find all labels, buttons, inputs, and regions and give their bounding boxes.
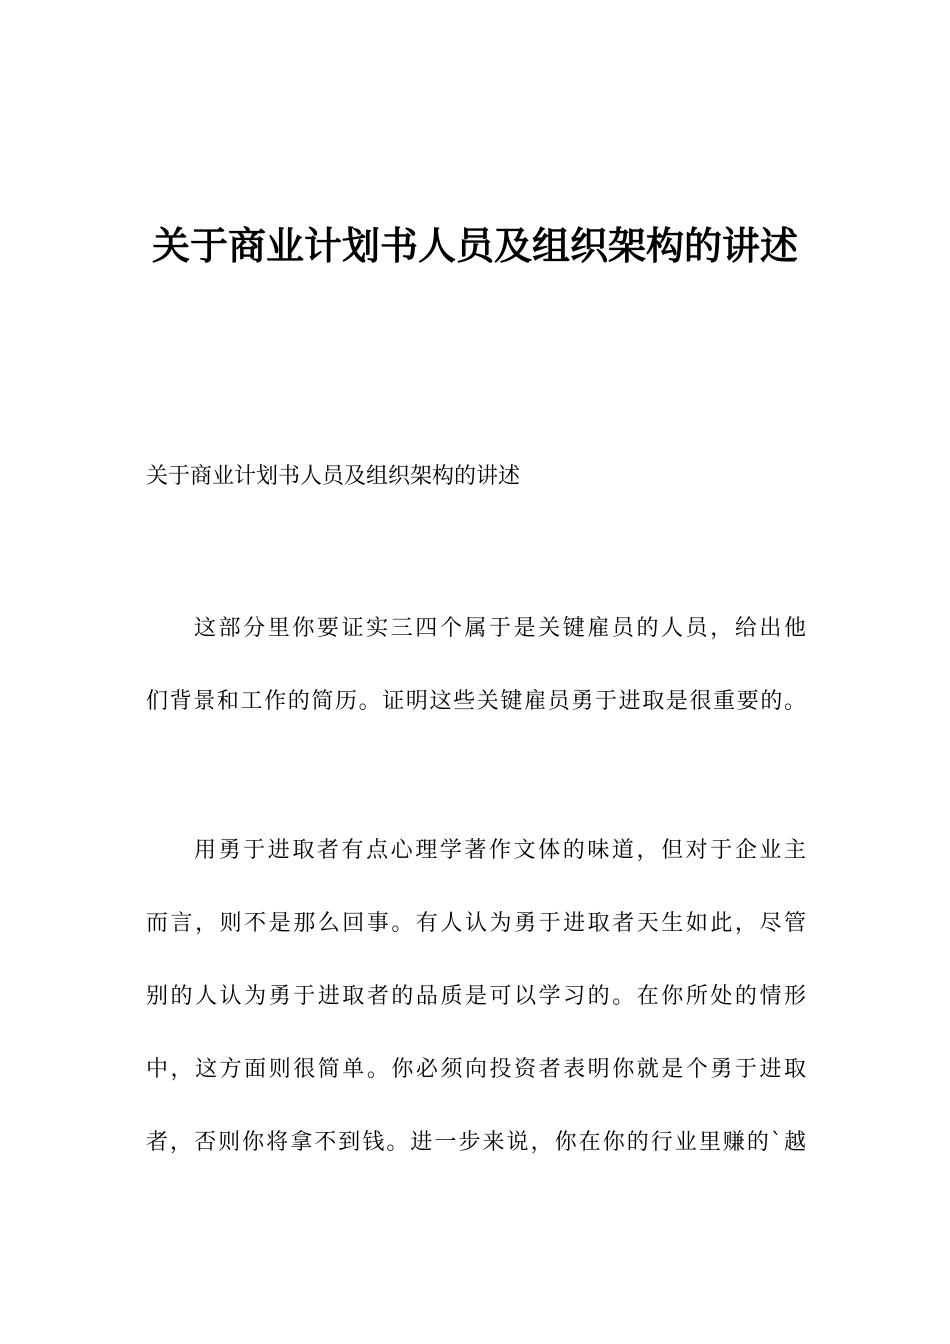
paragraph-line: 这部分里你要证实三四个属于是关键雇员的人员，给出他 — [194, 616, 806, 641]
paragraph-line: 中，这方面则很简单。你必须向投资者表明你就是个勇于进取 — [146, 1057, 806, 1082]
paragraph-line: 者，否则你将拿不到钱。进一步来说，你在你的行业里赚的`越 — [146, 1130, 806, 1155]
paragraph-line: 而言，则不是那么回事。有人认为勇于进取者天生如此，尽管 — [146, 911, 806, 936]
document-title: 关于商业计划书人员及组织架构的讲述 — [151, 224, 798, 268]
paragraph-1 — [146, 612, 806, 758]
paragraph-2 — [146, 834, 806, 1199]
paragraph-line: 别的人认为勇于进取者的品质是可以学习的。在你所处的情形 — [146, 984, 806, 1009]
paragraph-line: 们背景和工作的简历。证明这些关键雇员勇于进取是很重要的。 — [146, 689, 806, 714]
document-subtitle: 关于商业计划书人员及组织架构的讲述 — [146, 464, 521, 489]
paragraph-line: 用勇于进取者有点心理学著作文体的味道，但对于企业主 — [194, 838, 806, 863]
